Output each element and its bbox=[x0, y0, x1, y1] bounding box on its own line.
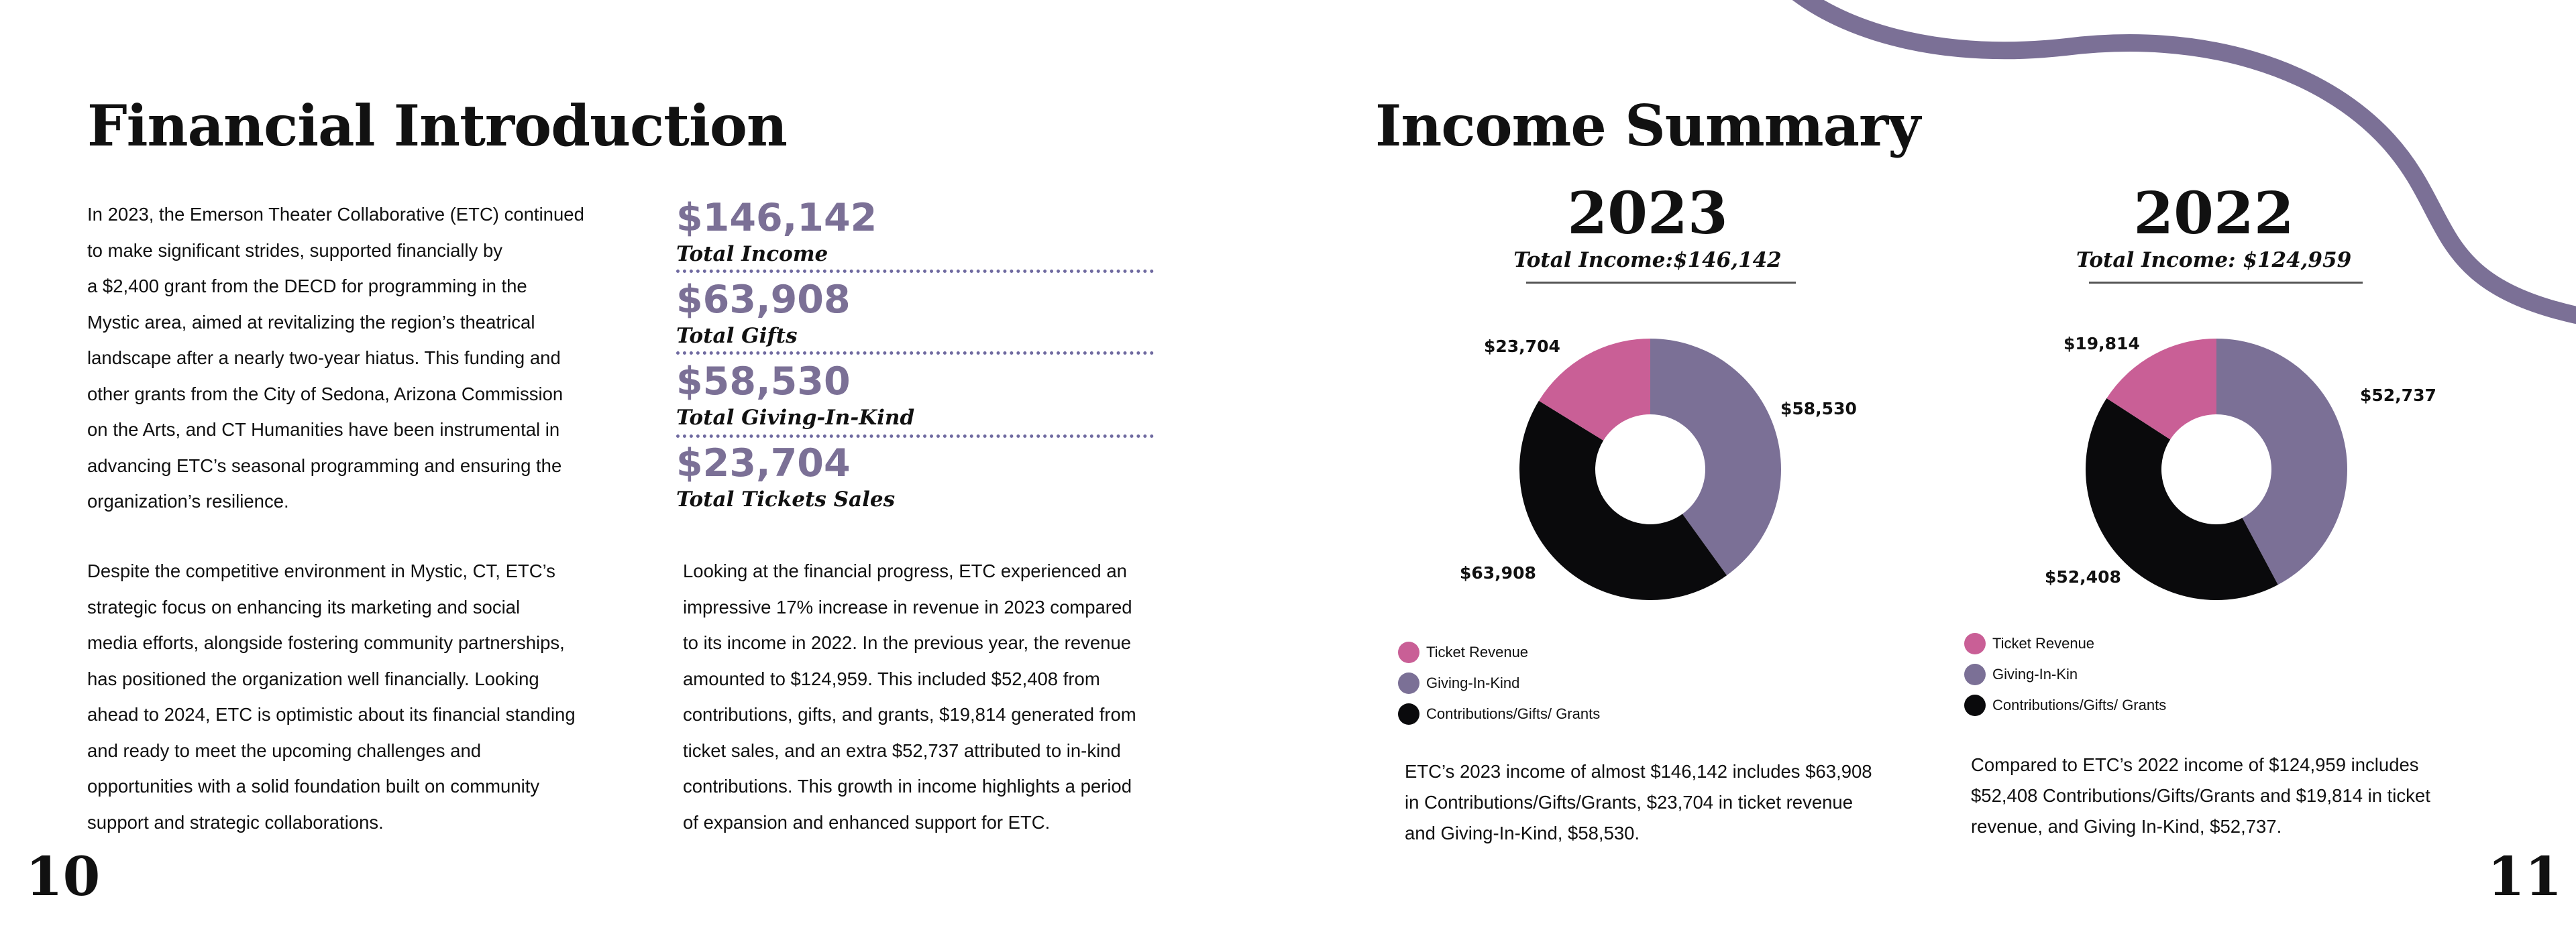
text-line: in Contributions/Gifts/Grants, $23,704 in ticket revenue bbox=[1405, 792, 1853, 813]
legend-label: Contributions/Gifts/ Grants bbox=[1992, 697, 2167, 713]
summary-text-2022 bbox=[1971, 750, 2430, 842]
legend-item-ticket bbox=[1398, 637, 1600, 668]
legend-item-giving bbox=[1398, 668, 1600, 699]
legend-item-giving bbox=[1964, 659, 2166, 690]
text-line: landscape after a nearly two-year hiatus. This funding and bbox=[87, 347, 561, 368]
text-line: other grants from the City of Sedona, Arizona Commission bbox=[87, 383, 564, 404]
legend-label: Giving-In-Kind bbox=[1426, 675, 1520, 691]
giving-swatch bbox=[1964, 664, 1986, 685]
page-number-right: 11 bbox=[2487, 845, 2563, 908]
text-line: amounted to $124,959. This included $52,408 from bbox=[683, 668, 1100, 689]
stat-value: $146,142 bbox=[676, 196, 877, 240]
stat-value: $23,704 bbox=[676, 441, 851, 485]
text-line: organization’s resilience. bbox=[87, 491, 289, 512]
stat-label: Total Gifts bbox=[676, 324, 798, 348]
text-line: to its income in 2022. In the previous year, the revenue bbox=[683, 632, 1132, 653]
underline-rule bbox=[2089, 282, 2363, 284]
donut-label-ticket: $23,704 bbox=[1484, 337, 1560, 356]
donut-label-giving: $52,737 bbox=[2360, 386, 2436, 405]
text-line: In 2023, the Emerson Theater Collaborative (ETC) continued bbox=[87, 204, 584, 225]
text-line: has positioned the organization well financially. Looking bbox=[87, 668, 539, 689]
text-line: impressive 17% increase in revenue in 2023 compared bbox=[683, 596, 1132, 618]
text-line: Despite the competitive environment in Mystic, CT, ETC’s bbox=[87, 561, 555, 581]
legend-2023 bbox=[1398, 637, 1600, 729]
total-income-2022: Total Income: $124,959 bbox=[2076, 248, 2352, 272]
ticket-swatch bbox=[1964, 633, 1986, 654]
stat-total-ticket-sales bbox=[676, 441, 1154, 514]
year-2022-heading: 2022 bbox=[2133, 180, 2294, 247]
page-number-left: 10 bbox=[25, 845, 101, 908]
text-line: Compared to ETC’s 2022 income of $124,959 includes bbox=[1971, 754, 2419, 775]
dotted-divider bbox=[676, 351, 1154, 355]
text-line: strategic focus on enhancing its marketing and social bbox=[87, 596, 521, 618]
donut-label-giving: $58,530 bbox=[1780, 399, 1857, 418]
stat-value: $58,530 bbox=[676, 359, 851, 404]
intro-paragraph-2 bbox=[87, 553, 576, 840]
text-line: ticket sales, and an extra $52,737 attributed to in-kind bbox=[683, 740, 1121, 761]
contributions-swatch bbox=[1398, 703, 1419, 725]
text-line: and Giving-In-Kind, $58,530. bbox=[1405, 823, 1640, 843]
stat-label: Total Income bbox=[676, 242, 828, 266]
text-line: a $2,400 grant from the DECD for programming in the bbox=[87, 276, 527, 296]
stat-label: Total Giving-In-Kind bbox=[676, 406, 915, 430]
text-line: support and strategic collaborations. bbox=[87, 811, 384, 833]
donut-label-contributions: $52,408 bbox=[2045, 567, 2121, 587]
dotted-divider bbox=[676, 270, 1154, 273]
text-line: revenue, and Giving In-Kind, $52,737. bbox=[1971, 816, 2282, 837]
legend-label: Giving-In-Kin bbox=[1992, 666, 2078, 683]
donut-label-ticket: $19,814 bbox=[2063, 334, 2140, 353]
year-2023-heading: 2023 bbox=[1567, 180, 1728, 247]
dotted-divider bbox=[676, 434, 1154, 438]
text-line: media efforts, alongside fostering community partnerships, bbox=[87, 632, 565, 653]
stat-total-giving-in-kind bbox=[676, 359, 1154, 432]
total-income-2023: Total Income:$146,142 bbox=[1513, 248, 1782, 272]
text-line: advancing ETC’s seasonal programming and ensuring the bbox=[87, 455, 562, 476]
text-line: and ready to meet the upcoming challenges and bbox=[87, 740, 482, 761]
intro-paragraph-1 bbox=[87, 196, 584, 520]
page-title-income-summary: Income Summary bbox=[1375, 93, 1921, 159]
text-line: to make significant strides, supported financially by bbox=[87, 239, 503, 261]
stat-label: Total Tickets Sales bbox=[676, 487, 896, 512]
donut-label-contributions: $63,908 bbox=[1460, 563, 1536, 583]
text-line: Mystic area, aimed at revitalizing the region’s theatrical bbox=[87, 311, 535, 333]
text-line: Looking at the financial progress, ETC experienced an bbox=[683, 561, 1127, 581]
legend-2022 bbox=[1964, 628, 2166, 721]
text-line: ETC’s 2023 income of almost $146,142 includes $63,908 bbox=[1405, 761, 1872, 782]
giving-swatch bbox=[1398, 672, 1419, 694]
underline-rule bbox=[1526, 282, 1796, 284]
legend-label: Contributions/Gifts/ Grants bbox=[1426, 705, 1601, 722]
text-line: ahead to 2024, ETC is optimistic about its financial standing bbox=[87, 704, 576, 725]
stat-value: $63,908 bbox=[676, 278, 851, 322]
intro-paragraph-3 bbox=[683, 553, 1136, 840]
stat-total-income bbox=[676, 196, 1154, 268]
legend-label: Ticket Revenue bbox=[1992, 635, 2095, 652]
text-line: contributions, gifts, and grants, $19,814 generated from bbox=[683, 704, 1136, 725]
stat-total-gifts bbox=[676, 278, 1154, 350]
text-line: opportunities with a solid foundation built on community bbox=[87, 776, 540, 797]
donut-chart-2023 bbox=[1503, 329, 1798, 610]
ticket-swatch bbox=[1398, 642, 1419, 663]
summary-text-2023 bbox=[1405, 756, 1872, 849]
legend-item-contributions bbox=[1398, 699, 1600, 729]
page-title-financial-introduction: Financial Introduction bbox=[87, 93, 787, 159]
text-line: contributions. This growth in income highlights a period bbox=[683, 776, 1132, 797]
legend-item-contributions bbox=[1964, 690, 2166, 721]
legend-label: Ticket Revenue bbox=[1426, 644, 1529, 660]
text-line: $52,408 Contributions/Gifts/Grants and $19,814 in ticket bbox=[1971, 785, 2430, 806]
text-line: on the Arts, and CT Humanities have been instrumental in bbox=[87, 419, 560, 440]
contributions-swatch bbox=[1964, 695, 1986, 716]
legend-item-ticket bbox=[1964, 628, 2166, 659]
text-line: of expansion and enhanced support for ETC. bbox=[683, 811, 1051, 833]
